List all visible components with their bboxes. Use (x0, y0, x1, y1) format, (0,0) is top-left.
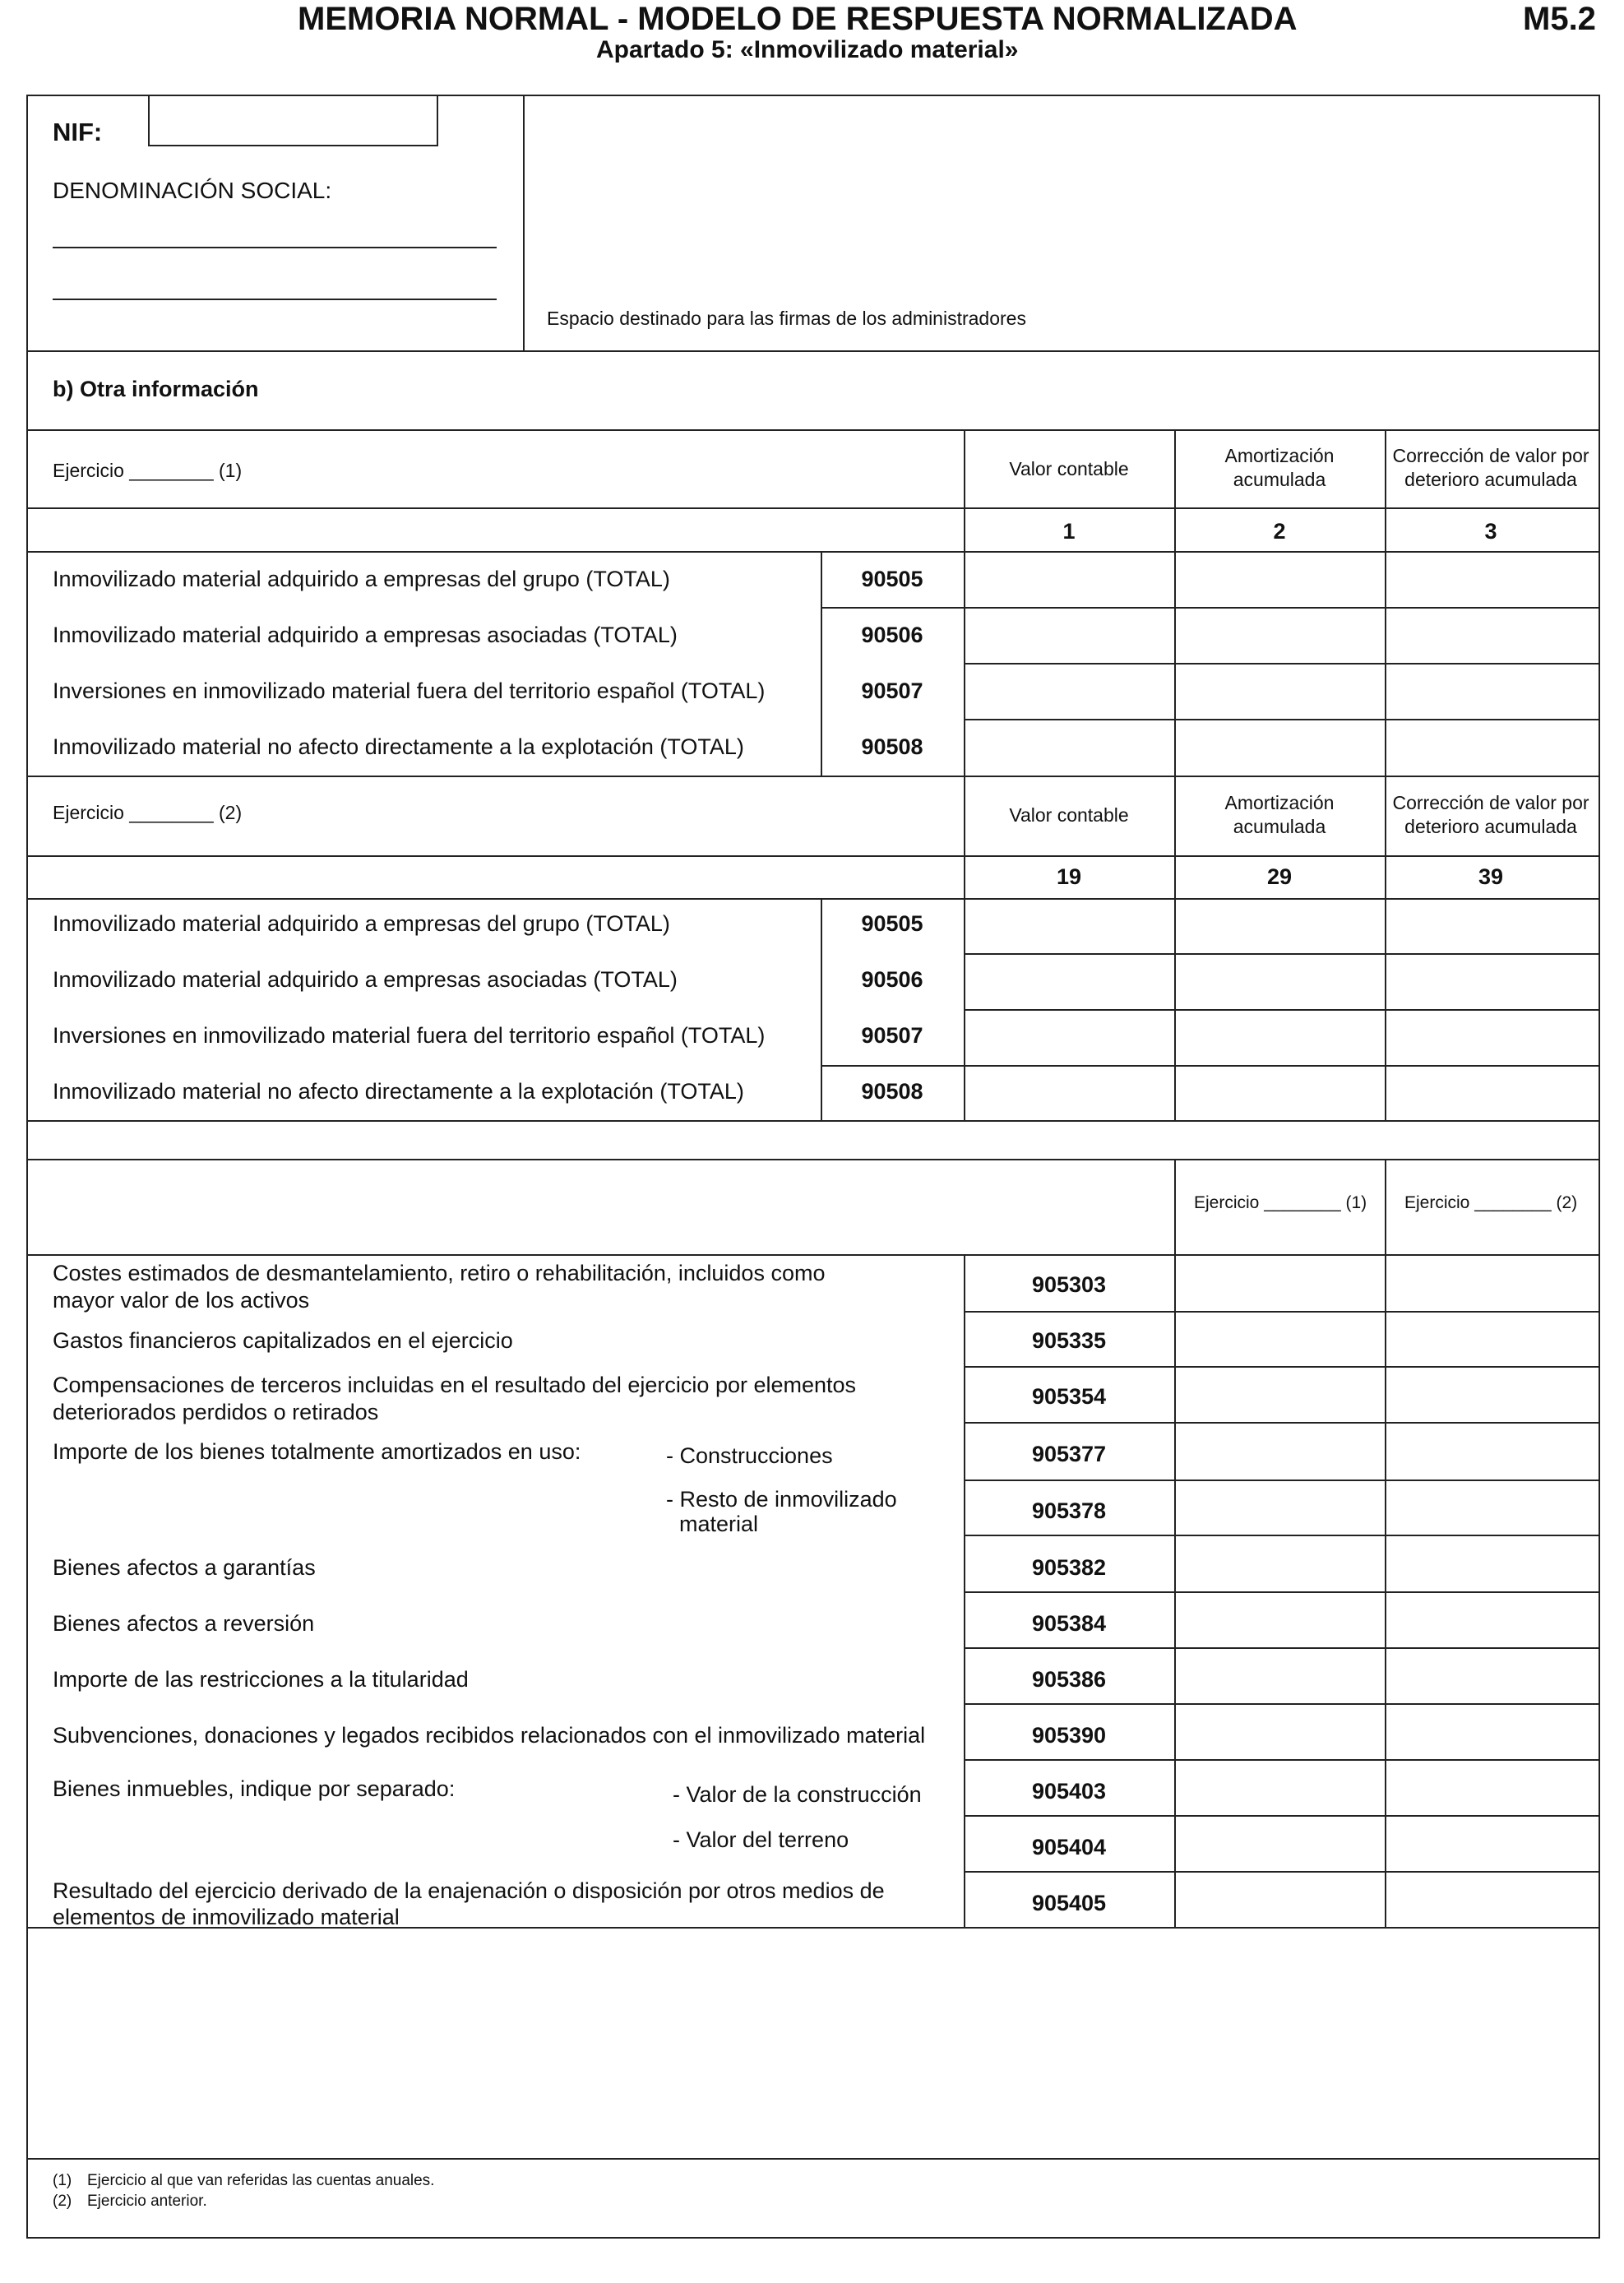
bottom-row-label: Subvenciones, donaciones y legados recibidos relacionados con el inmovilizado material (53, 1723, 926, 1748)
denominacion-line-2[interactable] (53, 299, 497, 300)
header-amortizacion: Amortización acumulada (1224, 445, 1335, 490)
bottom-row-label: Compensaciones de terceros incluidas en el resultado del ejercicio por elementos (53, 1373, 857, 1397)
header-correccion: Corrección de valor por deterioro acumulada (1392, 792, 1589, 837)
header-valor-contable: Valor contable (1009, 458, 1129, 479)
section-title: b) Otra información (53, 377, 259, 401)
header-correccion: Corrección de valor por deterioro acumulada (1392, 445, 1589, 490)
ejercicio-1-label: Ejercicio ________ (1) (53, 460, 243, 481)
bottom-row-sublabel: - Valor de la construcción (673, 1782, 922, 1807)
bottom-row-label: Bienes afectos a reversión (53, 1611, 315, 1636)
bottom-row-label: Costes estimados de desmantelamiento, retiro o rehabilitación, incluidos como (53, 1261, 826, 1285)
b2-row-label: Inversiones en inmovilizado material fuera del territorio español (TOTAL) (53, 1023, 766, 1048)
bottom-row-sublabel: - Valor del terreno (673, 1827, 849, 1852)
bottom-row-code: 905386 (1031, 1667, 1107, 1692)
b1-row-code: 90507 (861, 678, 923, 703)
page-title: MEMORIA NORMAL - MODELO DE RESPUESTA NORMALIZADA (298, 1, 1298, 37)
b1-row-code: 90506 (861, 623, 923, 647)
b2-row-code: 90508 (861, 1079, 923, 1104)
bottom-row-code: 905335 (1031, 1328, 1107, 1353)
b1-input-cell[interactable] (965, 553, 1173, 605)
bottom-row-code: 905405 (1031, 1891, 1107, 1915)
footnote-text: Ejercicio al que van referidas las cuentas anuales. (87, 2172, 435, 2189)
bottom-row-code: 905403 (1031, 1779, 1107, 1804)
footnote-text: Ejercicio anterior. (87, 2193, 207, 2210)
nif-field[interactable] (148, 95, 438, 146)
col-number-2: 2 (1273, 519, 1286, 544)
b2-row-code: 90506 (861, 967, 923, 992)
b1-row-label: Inmovilizado material adquirido a empresas asociadas (TOTAL) (53, 623, 678, 647)
model-code: M5.2 (1523, 1, 1596, 37)
bottom-row-label: Bienes afectos a garantías (53, 1555, 316, 1580)
bottom-row-sublabel: material (679, 1512, 759, 1536)
bottom-row-code: 905382 (1031, 1555, 1107, 1580)
col-number-39: 39 (1478, 864, 1504, 889)
bottom-row-code: 905378 (1031, 1498, 1107, 1523)
b1-row-label: Inversiones en inmovilizado material fuera del territorio español (TOTAL) (53, 678, 766, 703)
b2-row-code: 90507 (861, 1023, 923, 1048)
col-number-19: 19 (1056, 864, 1082, 889)
b2-row-code: 90505 (861, 911, 923, 936)
bottom-row-code: 905303 (1031, 1272, 1107, 1297)
b2-row-label: Inmovilizado material adquirido a empresas del grupo (TOTAL) (53, 911, 670, 936)
bottom-row-sublabel: - Resto de inmovilizado (666, 1487, 897, 1512)
b1-row-label: Inmovilizado material adquirido a empresas del grupo (TOTAL) (53, 567, 670, 591)
bottom-row-code: 905390 (1031, 1723, 1107, 1748)
bottom-row-label: deteriorados perdidos o retirados (53, 1400, 379, 1424)
bottom-ejercicio-1: Ejercicio ________ (1) (1194, 1193, 1367, 1212)
signature-space-label: Espacio destinado para las firmas de los administradores (547, 308, 1026, 329)
header-valor-contable: Valor contable (1009, 804, 1129, 826)
bottom-row-code: 905404 (1031, 1835, 1107, 1859)
b2-row-label: Inmovilizado material no afecto directamente a la explotación (TOTAL) (53, 1079, 744, 1104)
notes-area[interactable] (28, 1929, 1597, 2156)
b1-row-label: Inmovilizado material no afecto directamente a la explotación (TOTAL) (53, 734, 744, 759)
denominacion-line-1[interactable] (53, 247, 497, 248)
bottom-row-label: Importe de las restricciones a la titularidad (53, 1667, 469, 1692)
bottom-row-code: 905384 (1031, 1611, 1107, 1636)
footnote-number: (1) (53, 2172, 72, 2189)
b1-row-code: 90508 (861, 734, 923, 759)
ejercicio-2-label: Ejercicio ________ (2) (53, 802, 243, 823)
denominacion-label: DENOMINACIÓN SOCIAL: (53, 178, 332, 203)
bottom-row-label: mayor valor de los activos (53, 1288, 310, 1313)
col-number-1: 1 (1062, 519, 1076, 544)
bottom-row-label: Gastos financieros capitalizados en el ejercicio (53, 1328, 513, 1353)
bottom-row-code: 905354 (1031, 1384, 1107, 1409)
nif-label: NIF: (53, 118, 103, 146)
bottom-row-label: Bienes inmuebles, indique por separado: (53, 1776, 456, 1801)
bottom-row-label: Importe de los bienes totalmente amortizados en uso: (53, 1439, 581, 1464)
bottom-row-label: elementos de inmovilizado material (53, 1905, 400, 1929)
b1-input-cell[interactable] (1176, 553, 1383, 605)
page-subtitle: Apartado 5: «Inmovilizado material» (596, 36, 1019, 63)
bottom-row-code: 905377 (1031, 1442, 1107, 1466)
bottom-row-sublabel: - Construcciones (666, 1443, 833, 1468)
col-number-3: 3 (1484, 519, 1497, 544)
header-amortizacion: Amortización acumulada (1224, 792, 1335, 837)
bottom-row-label: Resultado del ejercicio derivado de la enajenación o disposición por otros medios de (53, 1878, 885, 1903)
footnote-number: (2) (53, 2193, 72, 2210)
b1-input-cell[interactable] (1386, 553, 1595, 605)
b2-row-label: Inmovilizado material adquirido a empresas asociadas (TOTAL) (53, 967, 678, 992)
col-number-29: 29 (1266, 864, 1293, 889)
bottom-ejercicio-2: Ejercicio ________ (2) (1404, 1193, 1578, 1212)
b1-row-code: 90505 (861, 567, 923, 591)
